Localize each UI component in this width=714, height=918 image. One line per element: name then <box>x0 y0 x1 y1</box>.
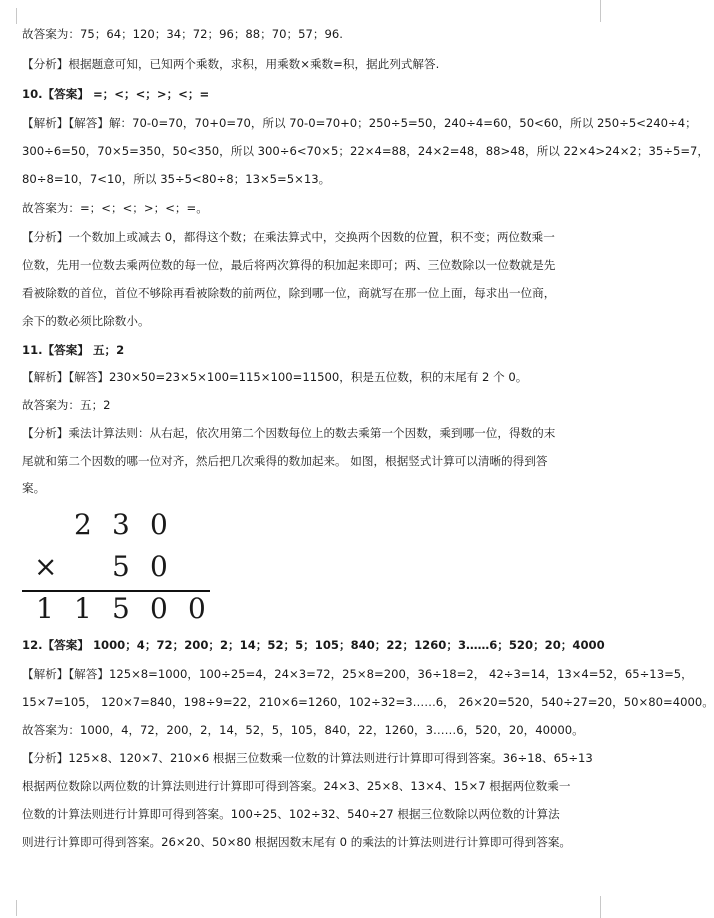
text-line: 位数的计算法则进行计算即可得到答案。100÷25、102÷32、540÷27 根据三位数除以两位数的计算法 <box>22 807 560 821</box>
multiply-sign: × <box>34 550 58 583</box>
calc-digit: 0 <box>150 508 168 541</box>
text-line: 看被除数的首位，首位不够除再看被除数的前两位，除到哪一位，商就写在那一位上面，每求出一位商， <box>22 286 556 300</box>
text-line: 故答案为：75；64；120；34；72；96；88；70；57；96. <box>22 27 343 41</box>
vertical-multiplication <box>22 508 222 628</box>
crop-mark-top-right <box>600 0 617 22</box>
text-line: 案。 <box>22 481 46 495</box>
text-line: 【分析】一个数加上或减去 0，都得这个数；在乘法算式中，交换两个因数的位置，积不变；两位数乘一 <box>22 230 555 244</box>
calc-digit: 0 <box>188 592 206 625</box>
text-line: 【分析】125×8、120×7、210×6 根据三位数乘一位数的计算法则进行计算即可得到答案。36÷18、65÷13 <box>22 751 593 765</box>
crop-mark-top-left <box>0 8 17 24</box>
text-line: 故答案为：=；<；<；>；<；=。 <box>22 201 208 215</box>
text-line: 根据两位数除以两位数的计算法则进行计算即可得到答案。24×3、25×8、13×4、15×7 根据两位数乘一 <box>22 779 571 793</box>
text-line: 15×7=105， 120×7=840，198÷9=22，210×6=1260，102÷32=3……6， 26×20=520，540÷27=20，50×80=4000。 <box>22 695 714 709</box>
calc-digit: 1 <box>36 592 54 625</box>
calc-digit: 3 <box>112 508 130 541</box>
text-line: 【解析】【解答】125×8=1000，100÷25=4，24×3=72，25×8=200，36÷18=2， 42÷3=14，13×4=52，65÷13=5， <box>22 667 693 681</box>
text-line: 【解析】【解答】230×50=23×5×100=115×100=11500，积是五位数，积的末尾有 2 个 0。 <box>22 370 528 384</box>
text-line: 【分析】乘法计算法则：从右起，依次用第二个因数每位上的数去乘第一个因数，乘到哪一位，得数的末 <box>22 426 556 440</box>
text-line: 故答案为：1000，4，72，200，2，14，52，5，105，840，22，1260，3……6，520，20，40000。 <box>22 723 584 737</box>
calc-digit: 0 <box>150 592 168 625</box>
question-11-answer: 11.【答案】 五；2 <box>22 343 125 357</box>
question-10-answer: 10.【答案】 =；<；<；>；<；= <box>22 87 210 101</box>
calc-digit: 2 <box>74 508 92 541</box>
crop-mark-bottom-left <box>0 900 17 916</box>
calc-digit: 5 <box>112 592 130 625</box>
text-line: 80÷8=10，7<10，所以 35÷5<80÷8；13×5=5×13。 <box>22 172 331 186</box>
text-line: 位数，先用一位数去乘两位数的每一位，最后将两次算得的积加起来即可；两、三位数除以一位数就是先 <box>22 258 556 272</box>
calc-digit: 0 <box>150 550 168 583</box>
question-12-answer: 12.【答案】 1000；4；72；200；2；14；52；5；105；840；22；1260；3……6；520；20；4000 <box>22 638 605 652</box>
text-line: 余下的数必须比除数小。 <box>22 314 150 328</box>
calc-digit: 1 <box>74 592 92 625</box>
text-line: 尾就和第二个因数的哪一位对齐，然后把几次乘得的数加起来。 如图，根据竖式计算可以清晰的得到答 <box>22 454 548 468</box>
crop-mark-bottom-right <box>600 896 617 918</box>
text-line: 【解析】【解答】解：70-0=70，70+0=70，所以 70-0=70+0；250÷5=50，240÷4=60，50<60，所以 250÷5<240÷4； <box>22 116 697 130</box>
calc-digit: 5 <box>112 550 130 583</box>
text-line: 则进行计算即可得到答案。26×20、50×80 根据因数末尾有 0 的乘法的计算法则进行计算即可得到答案。 <box>22 835 572 849</box>
text-line: 300÷6=50，70×5=350，50<350，所以 300÷6<70×5；22×4=88，24×2=48，88>48，所以 22×4>24×2；35÷5=7， <box>22 144 710 158</box>
text-line: 故答案为：五；2 <box>22 398 111 412</box>
text-line: 【分析】根据题意可知，已知两个乘数，求积，用乘数×乘数=积，据此列式解答. <box>22 57 440 71</box>
